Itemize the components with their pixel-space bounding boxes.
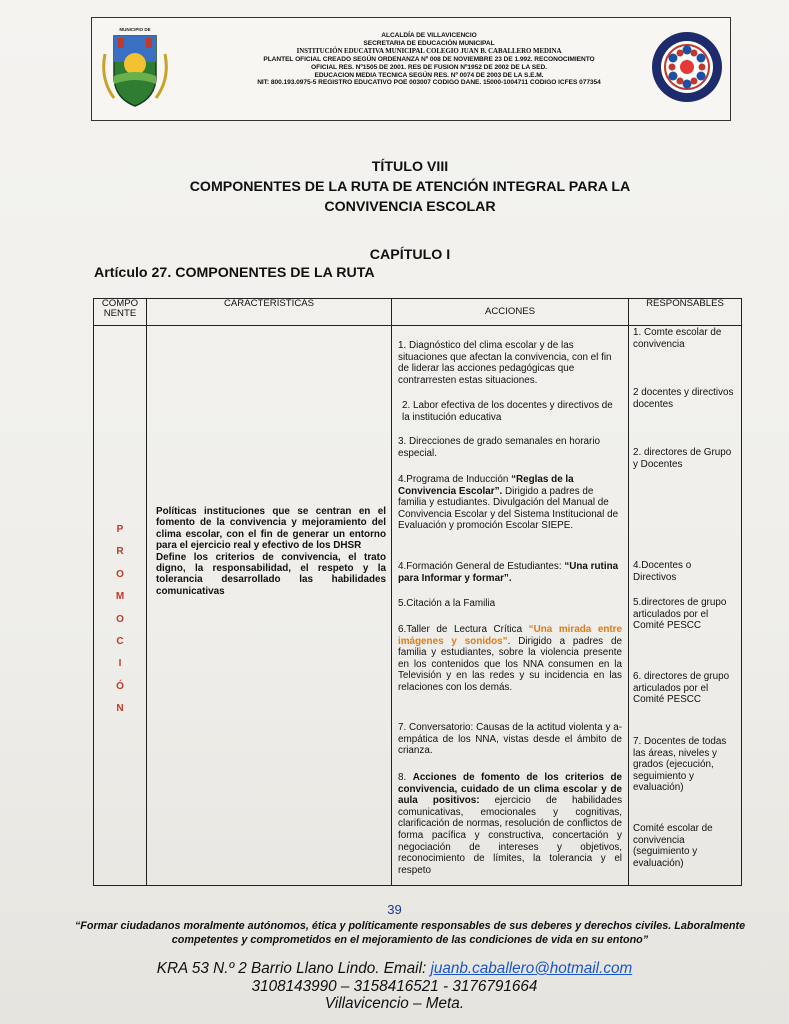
component-letter: I bbox=[118, 658, 122, 670]
component-letter: O bbox=[116, 613, 124, 625]
article-heading: Artículo 27. COMPONENTES DE LA RUTA bbox=[94, 265, 375, 281]
title-heading-cont: CONVIVENCIA ESCOLAR bbox=[324, 199, 496, 215]
component-letter: O bbox=[116, 568, 124, 580]
accion-item: 3. Direcciones de grado semanales en horario especial. bbox=[398, 436, 601, 459]
motto-line: “Formar ciudadanos moralmente autónomos, ética y políticamente responsables de sus deberes y derechos civiles. Laboralmente bbox=[74, 920, 746, 932]
letterhead-line: PLANTEL OFICIAL CREADO SEGÚN ORDENANZA Nº 008 DE NOVIEMBRE 23 DE 1.992. RECONOCIMIENTO bbox=[263, 55, 595, 63]
letterhead-line: EDUCACION MEDIA TECNICA SEGÚN RES. Nº 0074 DE 2003 DE LA S.E.M. bbox=[314, 71, 544, 79]
letterhead-line: ALCALDÍA DE VILLAVICENCIO bbox=[381, 32, 477, 39]
component-letter: M bbox=[115, 591, 125, 603]
accion-item bbox=[398, 474, 622, 532]
responsable-item: 2. directores de Grupo y Docentes bbox=[633, 447, 732, 470]
responsable-item: 6. directores de grupo articulados por el Comité PESCC bbox=[633, 671, 730, 706]
header-componente-line1: COMPO bbox=[101, 298, 139, 309]
accion-text: 6.Taller de Lectura Crítica bbox=[398, 624, 529, 635]
accion-item bbox=[398, 624, 622, 694]
accion-item: 1. Diagnóstico del clima escolar y de las situaciones que afectan la convivencia, con el fin de liderar las acciones pedagógicas que contrarresten estas situaciones. bbox=[398, 340, 612, 386]
component-letter: C bbox=[116, 635, 124, 647]
component-letter: N bbox=[116, 703, 124, 715]
responsable-item: 2 docentes y directivos docentes bbox=[633, 387, 734, 410]
accion-item bbox=[398, 772, 622, 876]
responsable-item: 1. Comte escolar de convivencia bbox=[633, 327, 722, 350]
address-line bbox=[0, 960, 789, 978]
accion-text: . Dirigido a padres de familia y estudiantes, sobre la violencia presente en los contenidos que los NNA consumen en la Televisión y en las redes y su incidencia en las relaciones con los demás. bbox=[398, 635, 622, 693]
responsables-cell bbox=[629, 326, 742, 886]
accion-item: 5.Citación a la Familia bbox=[398, 598, 496, 609]
accion-text: 4.Formación General de Estudiantes: bbox=[398, 561, 565, 572]
city: Villavicencio – Meta. bbox=[324, 995, 465, 1012]
responsable-item: 5.directores de grupo articulados por el Comité PESCC bbox=[633, 597, 727, 632]
letterhead-line: INSTITUCIÓN EDUCATIVA MUNICIPAL COLEGIO JUAN B. CABALLERO MEDINA bbox=[296, 47, 562, 55]
caracteristicas-cell bbox=[147, 326, 392, 886]
component-letter: Ó bbox=[116, 680, 124, 692]
caracteristicas-text bbox=[156, 506, 386, 597]
crest-caption: MUNICIPIO DE bbox=[119, 27, 151, 32]
workshop-name: “Una mirada entre imágenes y sonidos” bbox=[398, 624, 622, 647]
email-link[interactable]: juanb.caballero@hotmail.com bbox=[430, 960, 633, 977]
accion-item bbox=[398, 561, 622, 584]
title-heading: COMPONENTES DE LA RUTA DE ATENCIÓN INTEGRAL PARA LA bbox=[189, 179, 631, 195]
motto-line: competentes y comprometidos en el mejoramiento de las condiciones de vida en su entono” bbox=[171, 934, 649, 946]
program-name: “Reglas de la Convivencia Escolar”. bbox=[398, 474, 574, 497]
componente-cell bbox=[94, 326, 147, 886]
municipal-crest-icon bbox=[100, 24, 170, 112]
letterhead-text bbox=[212, 32, 646, 87]
table-header-row bbox=[94, 299, 742, 326]
title-number: TÍTULO VIII bbox=[371, 159, 449, 175]
caracteristicas-paragraph: Políticas instituciones que se centran en el fomento de la convivencia y mejoramiento del clima escolar, con el fin de generar un entorno para el ejercicio real y efectivo de los DHSR bbox=[156, 506, 386, 552]
header-componente bbox=[94, 299, 147, 326]
accion-item: 2. Labor efectiva de los docentes y directivos de la institución educativa bbox=[402, 400, 613, 423]
letterhead bbox=[91, 17, 731, 121]
header-componente-line2: NENTE bbox=[103, 308, 137, 319]
accion-text: 8. bbox=[398, 772, 413, 783]
page-number: 39 bbox=[387, 902, 402, 917]
responsable-item: 7. Docentes de todas las áreas, niveles y grados (ejecución, seguimiento y evaluación) bbox=[633, 736, 727, 794]
institutional-motto bbox=[30, 919, 789, 947]
header-caracteristicas: CARACTERISTICAS bbox=[147, 299, 392, 326]
acciones-cell bbox=[392, 326, 629, 886]
school-seal-icon bbox=[650, 30, 724, 104]
accion-text: Dirigido a padres de familia y estudiantes. Divulgación del Manual de Convivencia Escolar y del Sistema Institucional de Evaluación y promoción Escolar SIEPE. bbox=[398, 485, 619, 532]
component-letter: R bbox=[116, 546, 124, 558]
responsable-item: 4.Docentes o Directivos bbox=[633, 560, 692, 583]
letterhead-line: SECRETARIA DE EDUCACIÓN MUNICIPAL bbox=[363, 39, 495, 47]
accion-text: 4.Programa de Inducción bbox=[398, 474, 512, 485]
address-text: KRA 53 N.º 2 Barrio Llano Lindo. Email: bbox=[156, 960, 431, 977]
title-block bbox=[100, 157, 720, 217]
header-responsables: RESPONSABLES bbox=[629, 299, 742, 326]
vertical-component-label bbox=[94, 524, 146, 726]
program-name: “Una rutina para Informar y formar”. bbox=[398, 561, 619, 584]
letterhead-line: OFICIAL RES. Nº1505 DE 2001. RES DE FUSION Nº1952 DE 2002 DE LA SED. bbox=[311, 63, 547, 71]
components-table bbox=[93, 298, 742, 886]
table-row bbox=[94, 326, 742, 886]
accion-text: ejercicio de habilidades comunicativas, emocionales y cognitivas, clarificación de normas, resolución de conflictos de forma pacífica y constructiva, concertación y negociación de intereses y objetivos, reconocimiento de límites, la tolerancia y el respeto bbox=[398, 795, 623, 876]
accion-item: 7. Conversatorio: Causas de la actitud violenta y a-empática de los NNA, vistas desde el ámbito de crianza. bbox=[398, 722, 622, 757]
responsable-item: Comité escolar de convivencia (seguimiento y evaluación) bbox=[633, 823, 713, 869]
chapter-heading: CAPÍTULO I bbox=[369, 247, 451, 263]
accion-bold-text: Acciones de fomento de los criterios de convivencia, cuidado de un clima escolar y de aula positivos: bbox=[398, 772, 623, 807]
component-letter: P bbox=[116, 524, 124, 535]
header-acciones: ACCIONES bbox=[392, 299, 629, 326]
letterhead-line: NIT: 800.193.0975-5 REGISTRO EDUCATIVO POE 003007 CODIGO DANE. 15000-1004711 CODIGO ICFES 077354 bbox=[257, 79, 601, 87]
caracteristicas-paragraph: Define los criterios de convivencia, el trato digno, la responsabilidad, el respeto y la tolerancia desarrollado las habilidades comunicativas bbox=[156, 551, 386, 597]
phone-numbers: 3108143990 – 3158416521 - 3176791664 bbox=[251, 977, 538, 995]
contact-address bbox=[0, 960, 789, 1013]
